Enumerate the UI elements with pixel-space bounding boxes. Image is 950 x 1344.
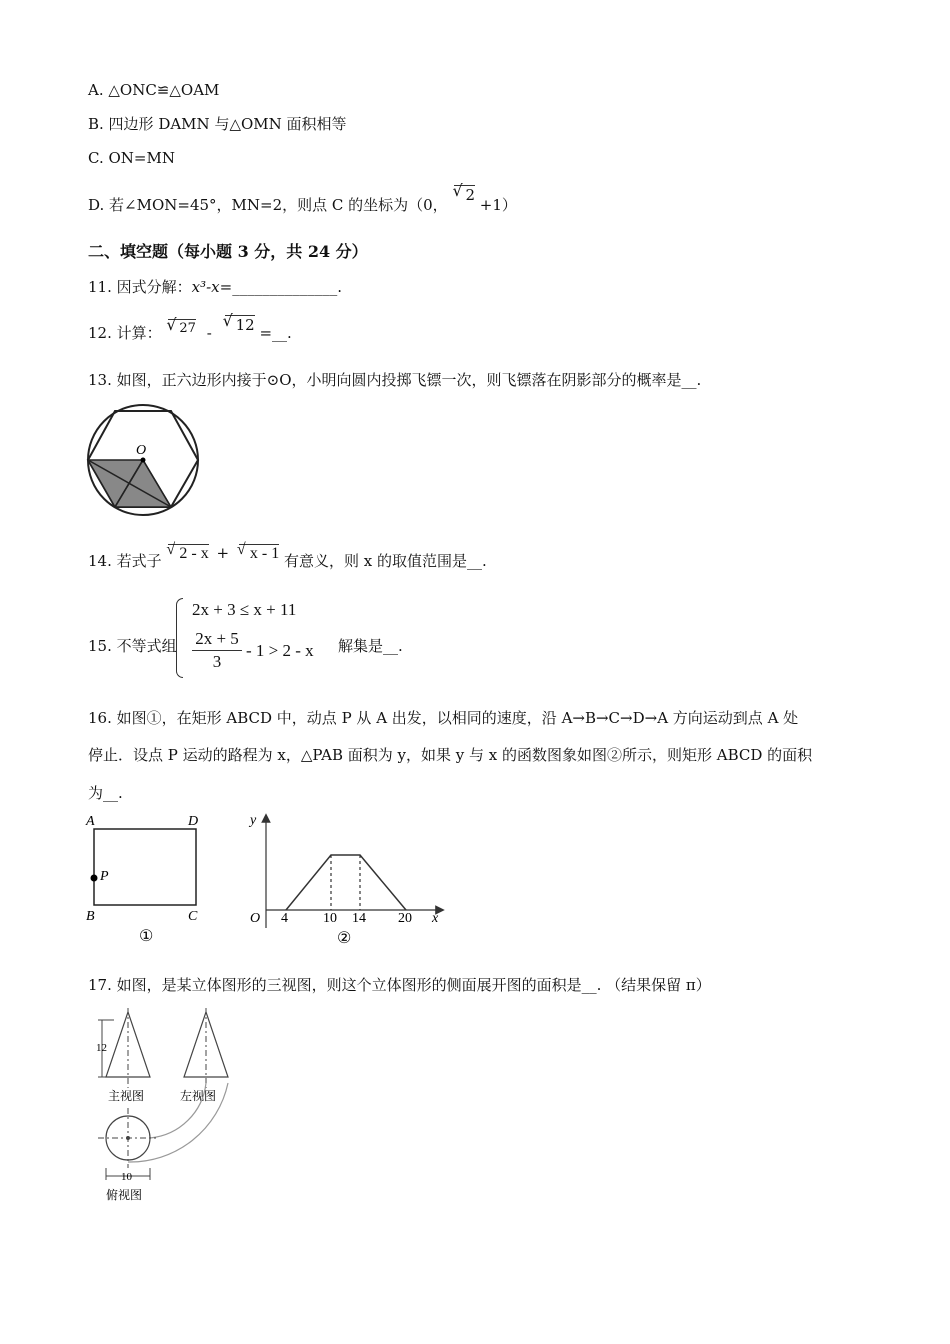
point-p bbox=[91, 875, 98, 882]
q17-text: 17. 如图，是某立体图形的三视图，则这个立体图形的侧面展开图的面积是__. （结果保留 π） bbox=[88, 976, 711, 994]
q14-label: 14. 若式子 bbox=[88, 552, 162, 570]
q16-figure-1 bbox=[84, 810, 214, 948]
tick-4: 4 bbox=[281, 911, 288, 926]
q15-inequality-1: 2x + 3 ≤ x + 11 bbox=[192, 600, 297, 619]
choice-b: B. 四边形 DAMN 与△OMN 面积相等 bbox=[88, 115, 347, 133]
q12-tail: =__. bbox=[259, 324, 292, 342]
q14-tail: 有意义，则 x 的取值范围是__. bbox=[283, 552, 487, 570]
choice-c: C. ON=MN bbox=[88, 149, 175, 167]
q12-radical-2: √ 12 bbox=[225, 315, 255, 334]
q17-figure bbox=[84, 1008, 234, 1208]
q14 bbox=[88, 544, 487, 571]
center-label: O bbox=[136, 443, 147, 458]
q13-figure bbox=[84, 402, 204, 522]
rectangle-abcd bbox=[94, 829, 196, 905]
q15-fraction-denominator: 3 bbox=[212, 652, 222, 671]
q11-label: 11. 因式分解： bbox=[88, 278, 192, 296]
q16-line-3: 为__. bbox=[88, 784, 123, 802]
q12 bbox=[88, 316, 292, 344]
q13-text: 13. 如图，正六边形内接于⊙O，小明向圆内投掷飞镖一次，则飞镖落在阴影部分的概率是__. bbox=[88, 371, 702, 389]
section-title: 二、填空题（每小题 3 分，共 24 分） bbox=[88, 242, 368, 261]
caption-2: ② bbox=[337, 930, 352, 947]
front-view-label: 主视图 bbox=[108, 1089, 145, 1103]
label-b: B bbox=[86, 909, 95, 924]
center-point bbox=[141, 458, 146, 463]
tick-14: 14 bbox=[352, 911, 366, 926]
height-dimension-label: 12 bbox=[96, 1042, 107, 1054]
label-d: D bbox=[188, 814, 199, 829]
q15-label: 15. 不等式组 bbox=[88, 637, 177, 655]
q12-label: 12. 计算： bbox=[88, 324, 162, 342]
q12-radical-1: √ 27 bbox=[168, 319, 196, 338]
axis-label-x: x bbox=[432, 911, 439, 926]
top-view-label: 俯视图 bbox=[106, 1188, 143, 1202]
label-c: C bbox=[188, 909, 198, 924]
function-graph bbox=[286, 855, 406, 910]
q14-radical-2: √ x - 1 bbox=[239, 544, 279, 563]
q14-radical-1: √ 2 - x bbox=[168, 544, 208, 563]
q15-fraction bbox=[192, 628, 242, 673]
choice-d-suffix: +1） bbox=[479, 196, 517, 214]
q15-tail: 解集是__. bbox=[338, 637, 403, 655]
q12-minus: - bbox=[206, 324, 212, 342]
q16-line-1: 16. 如图①，在矩形 ABCD 中，动点 P 从 A 出发，以相同的速度，沿 A→B→C→D→A 方向运动到点 A 处 bbox=[88, 709, 799, 727]
choice-d bbox=[88, 186, 517, 215]
label-a: A bbox=[86, 814, 95, 829]
q16-line-2: 停止．设点 P 运动的路程为 x，△PAB 面积为 y，如果 y 与 x 的函数图象如图②所示，则矩形 ABCD 的面积 bbox=[88, 746, 813, 764]
left-view-label: 左视图 bbox=[180, 1089, 217, 1103]
axis-label-y: y bbox=[250, 813, 257, 828]
q15-inequality-2-tail: - 1 > 2 - x bbox=[246, 641, 314, 660]
choice-d-prefix: D. 若∠MON=45°，MN=2，则点 C 的坐标为（0， bbox=[88, 196, 448, 214]
q14-plus: + bbox=[216, 544, 230, 562]
q11-expr: x³-x= bbox=[191, 278, 233, 296]
width-dimension-label: 10 bbox=[121, 1171, 132, 1183]
choice-a: A. △ONC≌△OAM bbox=[88, 81, 220, 99]
choice-d-radical: √ 2 bbox=[454, 185, 475, 204]
system-brace bbox=[176, 598, 183, 678]
q16-figure-2 bbox=[244, 810, 450, 948]
label-p: P bbox=[100, 869, 109, 884]
caption-1: ① bbox=[139, 928, 154, 945]
origin-label: O bbox=[250, 911, 261, 926]
q15-fraction-numerator: 2x + 5 bbox=[192, 628, 242, 651]
q11-blank: ______________. bbox=[232, 278, 342, 296]
tick-20: 20 bbox=[398, 911, 412, 926]
tick-10: 10 bbox=[323, 911, 337, 926]
q11 bbox=[88, 277, 342, 297]
